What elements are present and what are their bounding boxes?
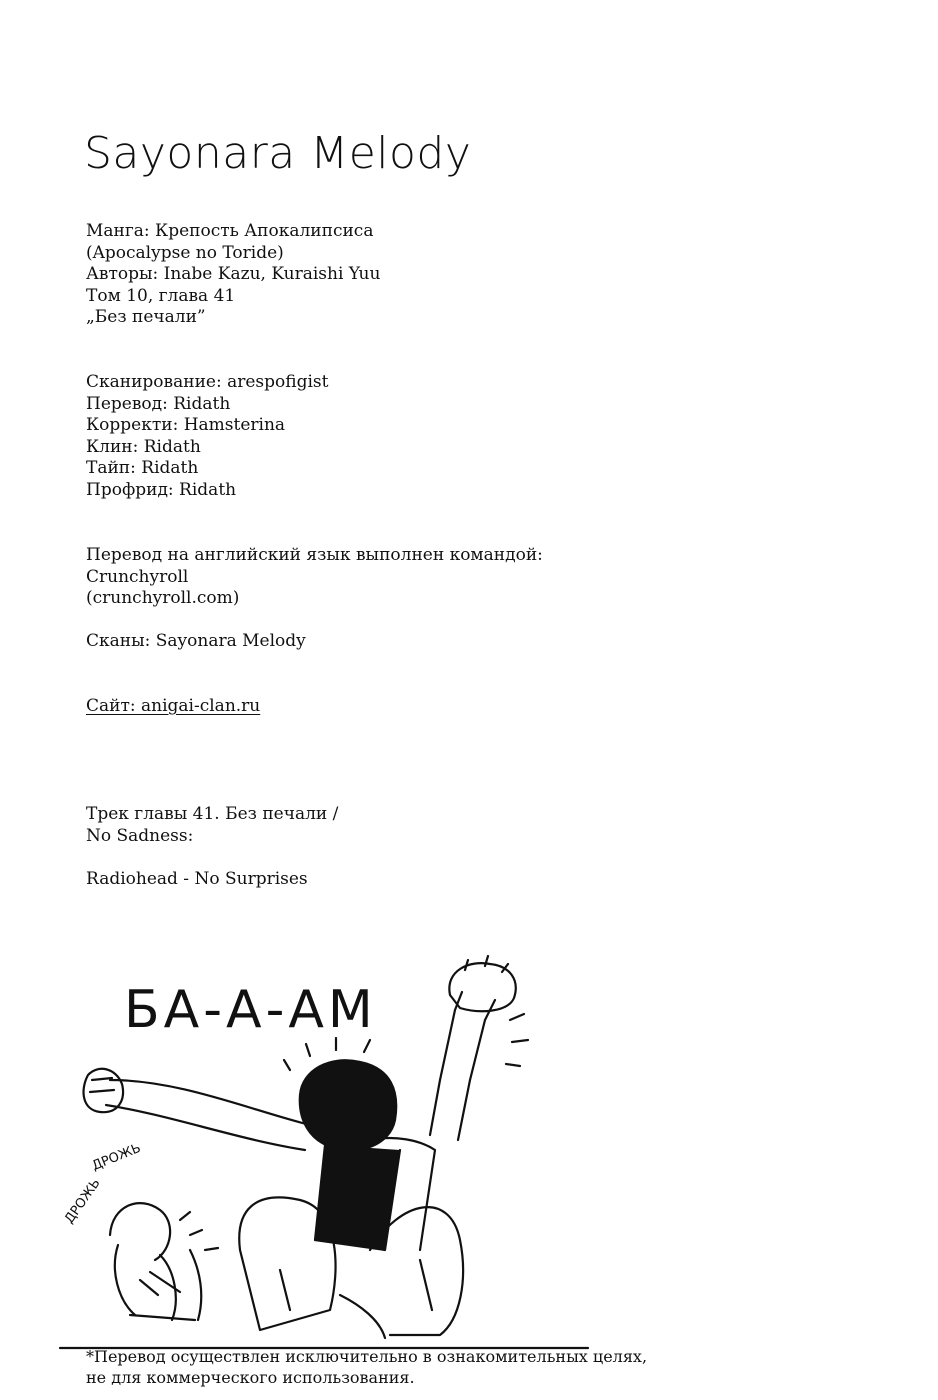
sfx-bam: БА-А-АМ <box>124 980 377 1040</box>
track-info <box>86 804 338 890</box>
credit-translation: Перевод: Ridath <box>86 393 231 414</box>
credit-scan: Сканирование: arespofigist <box>86 372 329 392</box>
track-line-2: No Sadness: <box>86 825 194 846</box>
credit-proofread: Корректи: Hamsterina <box>86 415 286 435</box>
credit-proofcheck: Профрид: Ridath <box>86 479 237 500</box>
sfx-tremble-2: ДРОЖЬ <box>62 1176 104 1227</box>
english-team-url: (crunchyroll.com) <box>86 588 240 608</box>
credit-typeset: Тайп: Ridath <box>86 458 199 478</box>
credits <box>86 372 328 501</box>
site-link[interactable]: Сайт: anigai-clan.ru <box>86 696 261 716</box>
original-title: (Apocalypse no Toride) <box>86 242 284 263</box>
sfx-tremble-1: ДРОЖЬ <box>90 1140 144 1174</box>
english-team-name: Crunchyroll <box>86 566 189 587</box>
english-translation <box>86 545 543 610</box>
disclaimer-line-2: не для коммерческого использования. <box>86 1368 415 1387</box>
track-line-1: Трек главы 41. Без печали / <box>86 804 339 824</box>
credit-clean: Клин: Ridath <box>86 436 201 457</box>
english-team-line: Перевод на английский язык выполнен командой: <box>86 545 543 565</box>
disclaimer <box>86 1346 647 1388</box>
page-title: Sayonara Melody <box>84 128 472 179</box>
volume-chapter: Том 10, глава 41 <box>86 285 236 306</box>
chapter-title: „Без печали” <box>86 307 206 327</box>
authors: Авторы: Inabe Kazu, Kuraishi Yuu <box>86 264 381 284</box>
manga-name: Манга: Крепость Апокалипсиса <box>86 221 374 241</box>
scans-line: Сканы: Sayonara Melody <box>86 631 306 651</box>
disclaimer-line-1: *Перевод осуществлен исключительно в ознакомительных целях, <box>86 1347 648 1366</box>
manga-info <box>86 221 380 329</box>
track-song: Radiohead - No Surprises <box>86 868 308 889</box>
site-line[interactable] <box>86 696 260 718</box>
